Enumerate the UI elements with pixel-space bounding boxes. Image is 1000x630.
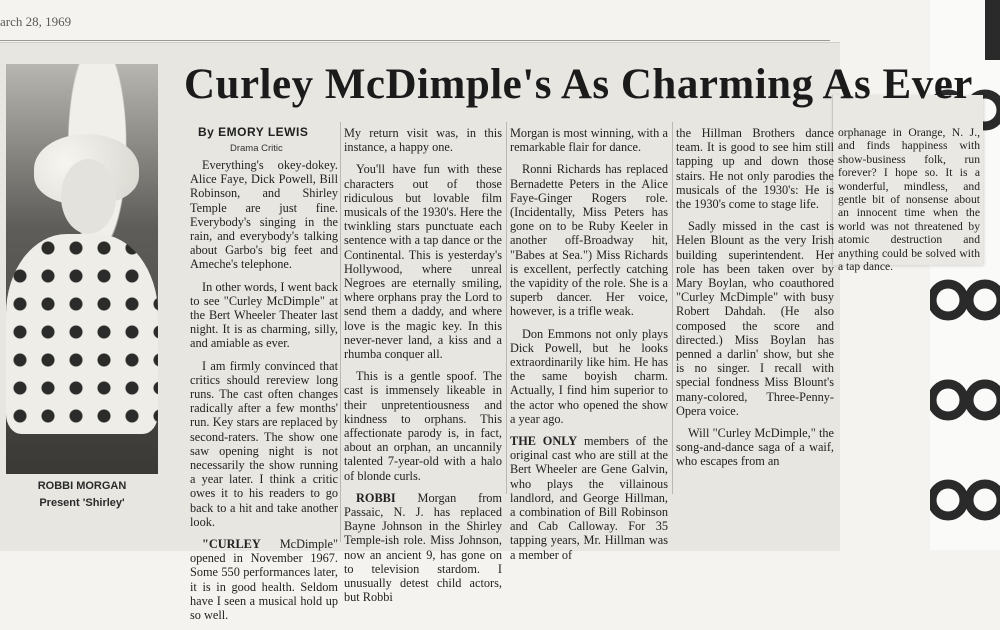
lead-in: ROBBI [356,490,396,505]
photo-caption [6,478,158,511]
paragraph: Don Emmons not only plays Dick Powell, but he looks extraordinarily like him. He has the same boyish charm. Actually, I find him superior to the actor who opened the show a year ago. [510,326,668,426]
column-divider [672,122,673,494]
paragraph: Will "Curley McDimple," the song-and-dance saga of a waif, who escapes from an [676,426,834,469]
article-column-4 [676,126,834,477]
photo-polka-dot-dress [6,234,158,434]
paragraph: This is a gentle spoof. The cast is immensely likeable in their unpretentiousness and kindness to orphans. This affectionate parody is, in fact, about an orphan, an uncannily talented 7-year-old with a halo of blonde curls. [344,369,502,483]
paragraph: Morgan is most winning, with a remarkable flair for dance. [510,126,668,155]
article-column-1 [190,158,338,630]
paragraph-text: Morgan from Passaic, N. J. has replaced Bayne Johnson in the Shirley Temple-ish role. Miss Johnson, now an ancient 9, has gone on to television stardom. I unusually detest child actors, but Robbi [344,490,502,605]
article-column-5 [838,126,980,281]
paragraph: Ronni Richards has replaced Bernadette Peters in the Alice Faye-Ginger Rogers role. (Incidentally, Miss Peters has gone on to be Ruby Keeler in another off-Broadway hit, "Babes at Sea.") Miss Richards is excellent, perfectly catching the vapidity of the role. She is a superb dancer. Her voice, however, is a trifle weak. [510,162,668,319]
paragraph-text: members of the original cast who are still at the Bert Wheeler are Gene Galvin, who plays the villainous landlord, and George Hillman, a combination of Bill Robinson and Cab Calloway. For 35 tapping years, Mr. Hillman was a member of [510,434,668,562]
paragraph [510,434,668,562]
actress-photo [6,64,158,474]
lead-in: "CURLEY [202,537,261,552]
headline: Curley McDimple's As Charming As Ever [184,61,973,108]
byline-title: Drama Critic [230,143,283,154]
byline: By EMORY LEWIS [198,125,309,139]
top-rule [0,40,830,41]
paragraph: You'll have fun with these characters out of those ridiculous but lovable film musicals of the 1930's. Here the twinkling stars punctuate each sentence with a tap dance or the Continental. This is yesterday's Hollywood, where unreal Negroes are eternally smiling, where orphans pray the Lord to send them a daddy, and where love is the magic key. In this never-never land, a kiss and a rhumba conquer all. [344,162,502,362]
paragraph: the Hillman Brothers dance team. It is good to see him still tapping up and down those stairs. He not only parodies the musicals of the 1930's: He is the 1930's come to stage life. [676,126,834,212]
paragraph: My return visit was, in this instance, a happy one. [344,126,502,155]
lead-in: THE ONLY [510,434,578,449]
paragraph-text: McDimple" opened in November 1967. Some 550 performances later, it is in good health. Seldom have I seen a musical hold up so well. [190,537,338,623]
paragraph: orphanage in Orange, N. J., and finds happiness with show-business folk, run forever? I hope so. It is a wonderful, mindless, and gentle bit of nonsense about an innocent time when the world was not threatened by atomic destruction and anything could be solved with a tap dance. [838,126,980,274]
article-column-3 [510,126,668,570]
column-divider [340,122,341,542]
paragraph: In other words, I went back to see "Curley McDimple" at the Bert Wheeler Theater last night. It is as charming, silly, and amiable as ever. [190,279,338,351]
paragraph: Everything's okey-dokey. Alice Faye, Dick Powell, Bill Robinson, and Shirley Temple are just fine. Everybody's singing in the rain, and everybody's talking about Garbo's big feet and Ameche's telephone. [190,158,338,272]
column-divider [506,122,507,494]
dateline: arch 28, 1969 [0,14,72,29]
paragraph: Sadly missed in the cast is Helen Blount as the very Irish building superintendent. Her role has been taken over by Mary Boylan, who coauthored "Curley McDimple" with busy Robert Dahdah. (He also composed the score and directed.) Miss Boylan has penned a darlin' show, but she is no singer. I recall with special fondness Miss Blount's many-colored, Three-Penny-Opera voice. [676,219,834,418]
caption-role: Present 'Shirley' [39,496,125,509]
caption-name: ROBBI MORGAN [37,480,127,492]
paragraph: I am firmly convinced that critics should rereview long runs. The cast often changes radically after a few months' run. Key stars are replaced by second-raters. The show one saw opening night is not necessarily the show running a year later. I think a critic owes it to his readers to go back to a hit and take another look. [190,358,338,529]
paragraph [344,491,502,605]
photo-face [61,159,116,234]
article-column-2 [344,126,502,613]
